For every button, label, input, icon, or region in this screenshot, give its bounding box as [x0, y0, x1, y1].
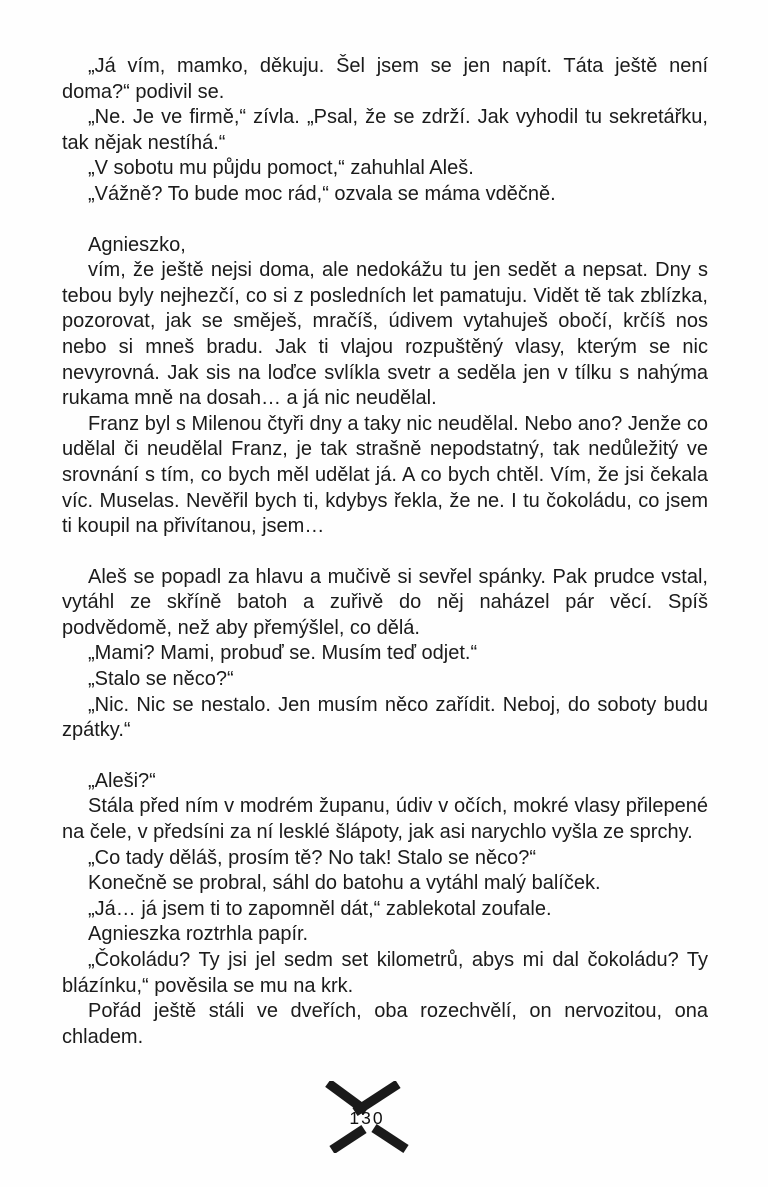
- paragraph: „Aleši?“: [88, 769, 156, 792]
- paragraph: Pořád ještě stáli ve dveřích, oba rozechvělí, on nervozitou, ona chladem.: [62, 1000, 708, 1048]
- letter-salutation: Agnieszko,: [88, 233, 186, 256]
- section-dialog-home: [62, 54, 708, 208]
- paragraph: vím, že ještě nejsi doma, ale nedokážu tu jen sedět a nepsat. Dny s tebou byly nejhezčí, co si z posledních let pamatuju. Vidět tě tak zblízka, pozorovat, jak se směješ, mračíš, údivem vytahuješ obočí, krčíš nos nebo si mneš bradu. Jak ti vlajou rozpuštěný vlasy, kterým se nic nevyrovná. Jak sis na loďce svlíkla svetr a seděla jen v tílku s nahýma rukama mně na dosah… a já nic neudělal.: [62, 259, 708, 410]
- paragraph: „Co tady děláš, prosím tě? No tak! Stalo se něco?“: [88, 846, 536, 869]
- paragraph: Aleš se popadl za hlavu a mučivě si sevřel spánky. Pak prudce vstal, vytáhl ze skříně batoh a zuřivě do něj naházel pár věcí. Spíš podvědomě, než aby přemýšlel, co dělá.: [62, 565, 708, 639]
- paragraph: Franz byl s Milenou čtyři dny a taky nic neudělal. Nebo ano? Jenže co udělal či neudělal Franz, je tak strašně nepodstatný, tak nedůležitý ve srovnání s tím, co bych měl udělat já. A co bych chtěl. Vím, že jsi čekala víc. Muselas. Nevěřil bych ti, kdybys řekla, že ne. I tu čokoládu, co jsem ti koupil na přivítanou, jsem…: [62, 412, 708, 538]
- paragraph: „Mami? Mami, probuď se. Musím teď odjet.“: [88, 642, 478, 665]
- page-footer: [324, 1081, 410, 1153]
- paragraph: „Čokoládu? Ty jsi jel sedm set kilometrů, abys mi dal čokoládu? Ty blázínku,“ pověsila se mu na krk.: [62, 949, 708, 997]
- paragraph: Konečně se probral, sáhl do batohu a vytáhl malý balíček.: [88, 872, 601, 895]
- paragraph: „Já vím, mamko, děkuju. Šel jsem se jen napít. Táta ještě není doma?“ podivil se.: [62, 55, 708, 103]
- page-number: 130: [349, 1108, 385, 1128]
- paragraph: „Nic. Nic se nestalo. Jen musím něco zařídit. Neboj, do soboty budu zpátky.“: [62, 693, 708, 742]
- paragraph: „Já… já jsem ti to zapomněl dát,“ zablekotal zoufale.: [88, 897, 552, 920]
- section-departure: [62, 565, 708, 744]
- paragraph: „Vážně? To bude moc rád,“ ozvala se máma vděčně.: [88, 182, 556, 205]
- section-arrival: [62, 769, 708, 1051]
- paragraph: „Stalo se něco?“: [88, 668, 234, 691]
- section-letter: [62, 233, 708, 540]
- paragraph: Stála před ním v modrém županu, údiv v očích, mokré vlasy přilepené na čele, v předsíni za ní lesklé šlápoty, jak asi narychlo vyšla ze sprchy.: [62, 795, 708, 844]
- paragraph: Agnieszka roztrhla papír.: [88, 923, 309, 946]
- page-text: [62, 54, 708, 1050]
- paragraph: „Ne. Je ve firmě,“ zívla. „Psal, že se zdrží. Jak vyhodil tu sekretářku, tak nějak nestíhá.“: [62, 106, 708, 154]
- paragraph: „V sobotu mu půjdu pomoct,“ zahuhlal Aleš.: [88, 157, 474, 180]
